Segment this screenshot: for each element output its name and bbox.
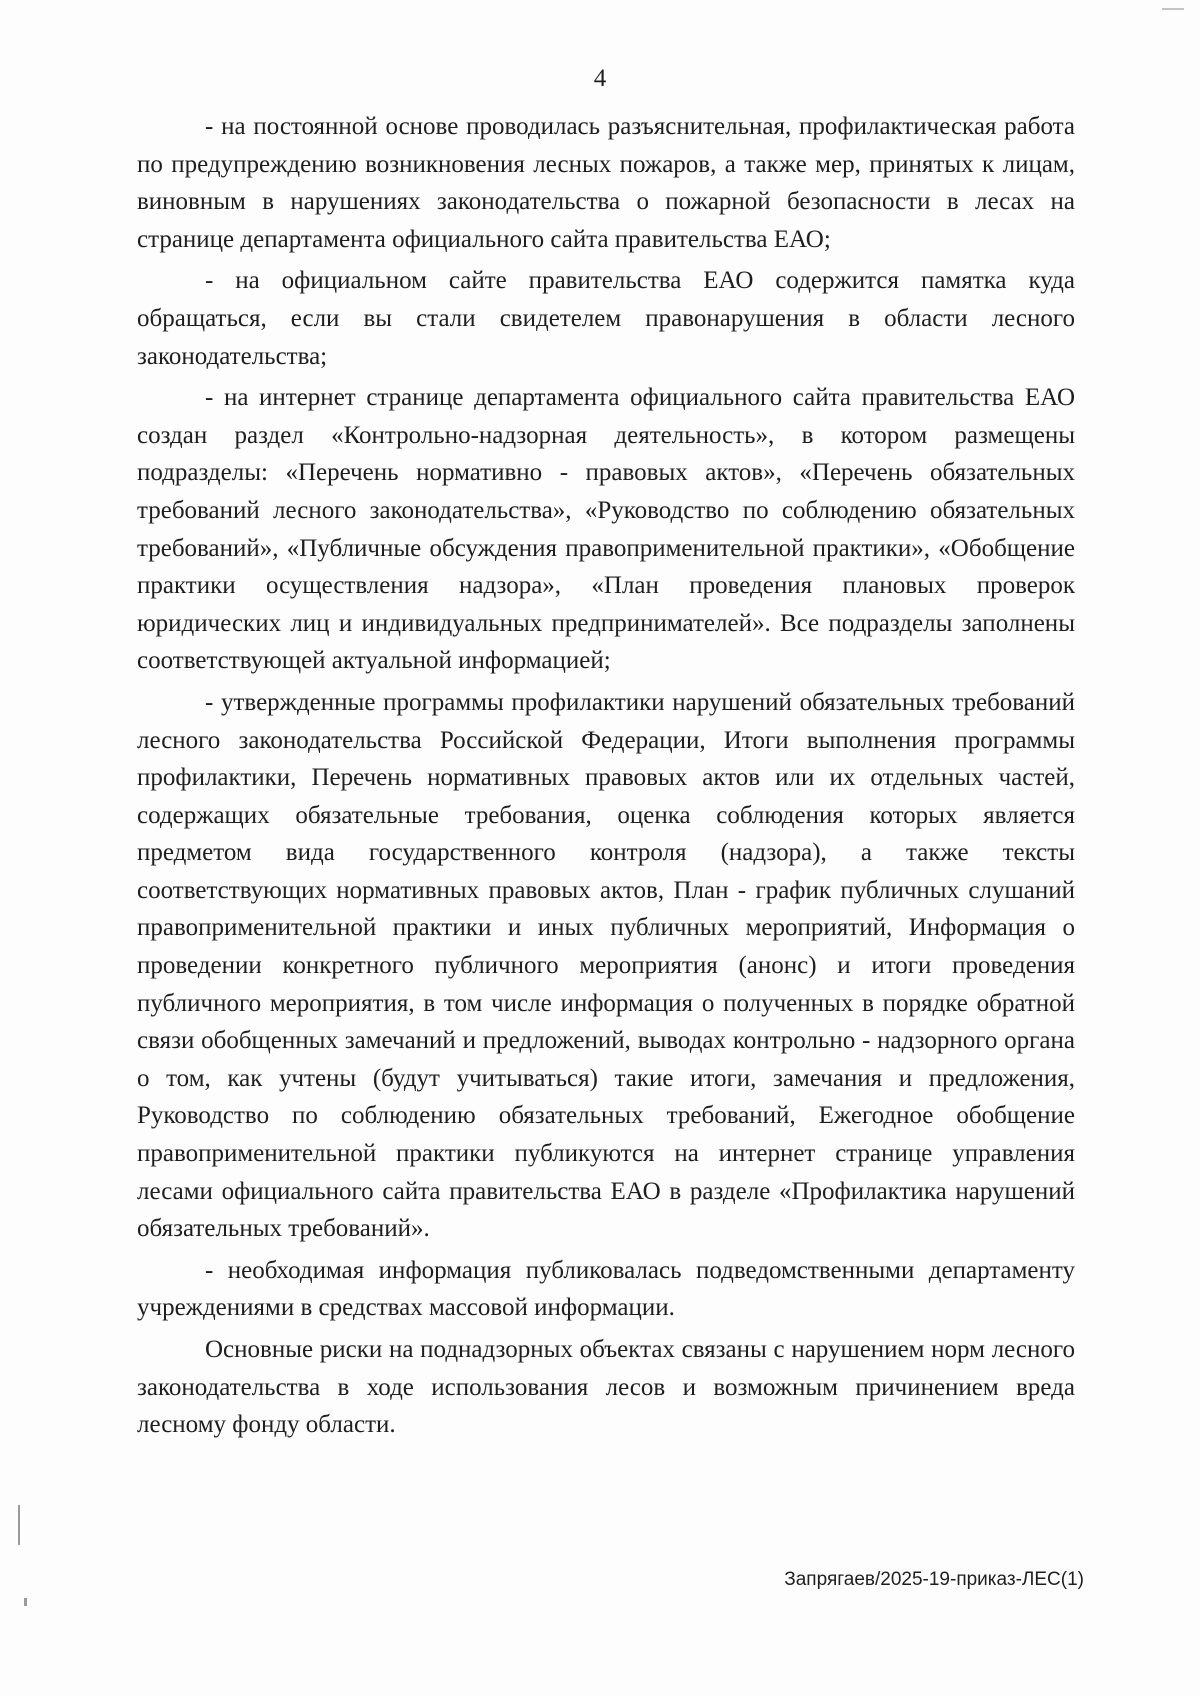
document-body xyxy=(137,108,1075,1444)
paragraph-control-section: - на интернет странице департамента официального сайта правительства ЕАО создан раздел «Контрольно-надзорная деятельность», в котором размещены подразделы: «Перечень нормативно - правовых актов», «Перечень обязательных требований лесного законодательства», «Руководство по соблюдению обязательных требований», «Публичные обсуждения правоприменительной практики», «Обобщение практики осуществления надзора», «План проведения плановых проверок юридических лиц и индивидуальных предпринимателей». Все подразделы заполнены соответствующей актуальной информацией; xyxy=(137,384,1075,675)
paragraph-media-publication: - необходимая информация публиковалась подведомственными департаменту учреждениями в средствах массовой информации. xyxy=(137,1256,1075,1322)
scan-mark xyxy=(18,1505,20,1545)
scan-mark xyxy=(24,1598,27,1606)
paragraph-prevention-programs: - утвержденные программы профилактики нарушений обязательных требований лесного законодательства Российской Федерации, Итоги выполнения программы профилактики, Перечень нормативных правовых актов или их отдельных частей, содержащих обязательные требования, оценка соблюдения которых является предметом вида государственного контроля (надзора), а также тексты соответствующих нормативных правовых актов, План - график публичных слушаний правоприменительной практики и иных публичных мероприятий, Информация о проведении конкретного публичного мероприятия (анонс) и итоги проведения публичного мероприятия, в том числе информация о полученных в порядке обратной связи обобщенных замечаний и предложений, выводах контрольно - надзорного органа о том, как учтены (будут учитываться) такие итоги, замечания и предложения, Руководство по соблюдению обязательных требований, Ежегодное обобщение правоприменительной практики публикуются на интернет странице управления лесами официального сайта правительства ЕАО в разделе «Профилактика нарушений обязательных требований». xyxy=(137,688,1075,1243)
paragraph-main-risks: Основные риски на поднадзорных объектах связаны с нарушением норм лесного законодательства в ходе использования лесов и возможным причинением вреда лесному фонду области. xyxy=(137,1336,1075,1439)
page-number: 4 xyxy=(593,65,607,92)
scan-mark xyxy=(1162,8,1184,10)
paragraph-official-site-memo: - на официальном сайте правительства ЕАО содержится памятка куда обращаться, если вы стали свидетелем правонарушения в области лесного законодательства; xyxy=(137,267,1075,370)
paragraph-explanatory-work: - на постоянной основе проводилась разъяснительная, профилактическая работа по предупреждению возникновения лесных пожаров, а также мер, принятых к лицам, виновным в нарушениях законодательства о пожарной безопасности в лесах на странице департамента официального сайта правительства ЕАО; xyxy=(137,113,1075,253)
document-reference-footer: Запрягаев/2025-19-приказ-ЛЕС(1) xyxy=(784,1569,1084,1590)
